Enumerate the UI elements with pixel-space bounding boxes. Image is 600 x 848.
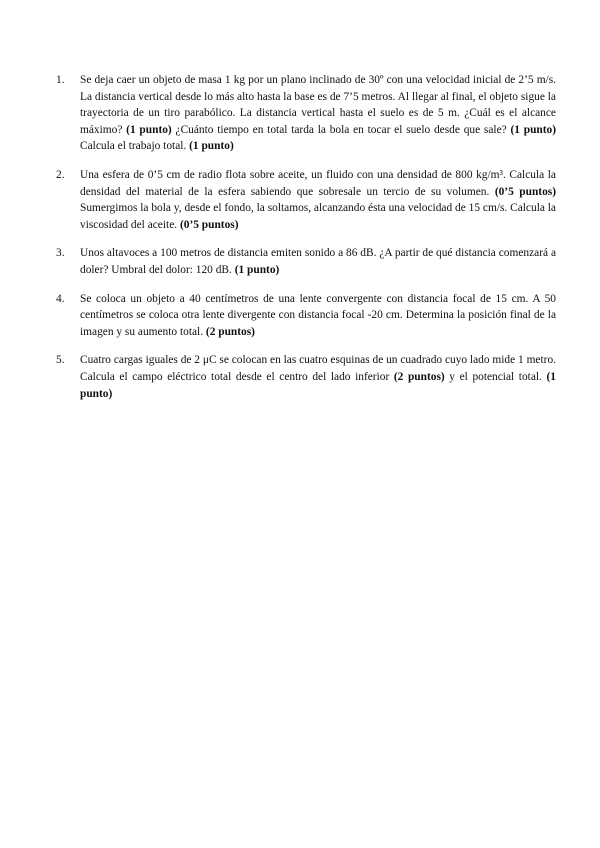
points-label: (0’5 puntos)	[494, 185, 556, 198]
question-list	[56, 72, 556, 414]
question-text	[80, 247, 556, 276]
text-segment: Unos altavoces a 100 metros de distancia emiten sonido a 86 dB. ¿A partir de qué distancia comenzará a doler? Umbral del dolor: 120 dB.	[80, 247, 556, 276]
text-segment: Se coloca un objeto a 40 centímetros de una lente convergente con distancia focal de 15 cm. A 50 centímetros se coloca otra lente divergente con distancia focal -20 cm. Determina la posición final de la imagen y su aumento total.	[80, 292, 556, 338]
points-label: (1 punto)	[80, 370, 557, 400]
text-segment: Se deja caer un objeto de masa 1 kg por un plano inclinado de 30º con una velocidad inicial de 2’5 m/s. La distancia vertical desde lo más alto hasta la base es de 7’5 metros. Al llegar al final, el objeto sigue la trayectoria de un tiro parabólico. La distancia vertical hasta el suelo es de 5 m. ¿Cuál es el alcance máximo?	[80, 74, 556, 136]
points-label: (1 punto)	[234, 263, 280, 276]
question-item	[56, 245, 556, 278]
text-segment: Calcula el trabajo total.	[80, 140, 190, 153]
question-item	[56, 352, 556, 402]
text-segment: y el potencial total.	[444, 370, 547, 383]
points-label: (1 punto)	[510, 123, 557, 136]
question-item	[56, 291, 556, 341]
text-segment: Sumergimos la bola y, desde el fondo, la soltamos, alcanzando ésta una velocidad de 15 cm/s. Calcula la viscosidad del aceite.	[80, 202, 556, 231]
question-text	[80, 169, 556, 231]
text-segment: Una esfera de 0’5 cm de radio flota sobre aceite, un fluido con una densidad de 800 kg/m³. Calcula la densidad del material de la esfera sabiendo que sobresale un tercio de su volumen.	[80, 168, 556, 198]
question-number: 4.	[56, 292, 65, 305]
points-label: (1 punto)	[126, 123, 172, 136]
question-number: 3.	[56, 247, 65, 260]
points-label: (2 puntos)	[205, 325, 255, 338]
text-segment: Cuatro cargas iguales de 2 μC se colocan en las cuatro esquinas de un cuadrado cuyo lado mide 1 metro. Calcula el campo eléctrico total desde el centro del lado inferior	[80, 354, 556, 383]
question-text	[80, 354, 556, 399]
points-label: (2 puntos)	[393, 370, 445, 383]
points-label: (0’5 puntos)	[179, 218, 239, 231]
question-number: 5.	[56, 354, 65, 367]
question-number: 2.	[56, 168, 65, 181]
question-number: 1.	[56, 74, 65, 86]
question-text	[80, 74, 556, 152]
question-item	[56, 167, 556, 233]
points-label: (1 punto)	[189, 140, 234, 153]
text-segment: ¿Cuánto tiempo en total tarda la bola en tocar el suelo desde que sale?	[171, 123, 511, 136]
question-item	[56, 72, 556, 155]
question-text	[80, 293, 556, 338]
